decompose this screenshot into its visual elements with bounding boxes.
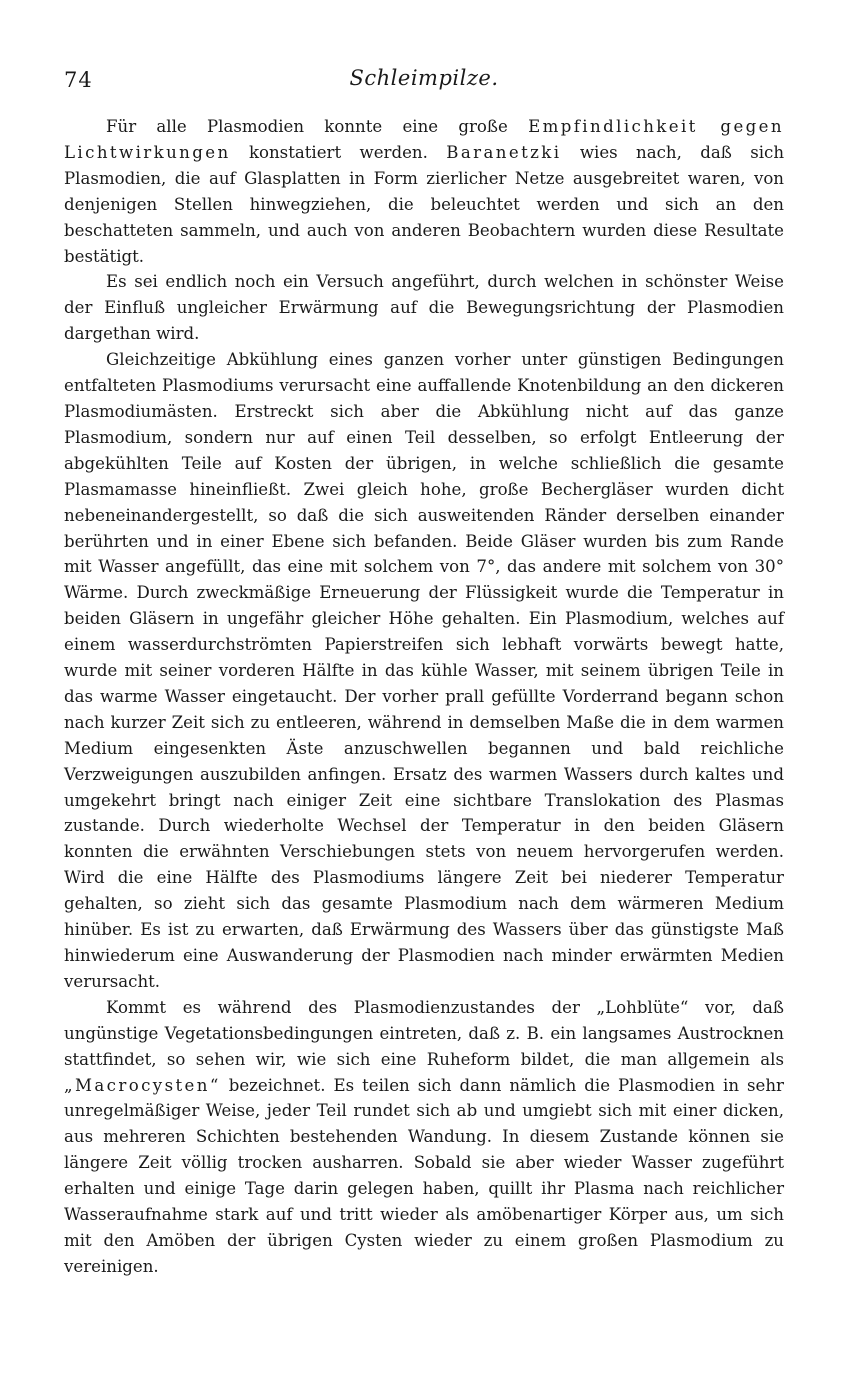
author-name-baranetzki: Baranetzki — [446, 142, 562, 162]
paragraph-text: Für alle Plasmodien konnte eine große — [106, 117, 529, 136]
paragraph-light-sensitivity — [64, 114, 784, 269]
paragraph-text: Kommt es während des Plasmodienzustandes der „Lohblüte“ vor, daß ungünstige Vegetationsbedingungen eintreten, daß z. B. ein langsames Austrocknen stattfindet, so sehen wir, wie sich eine Ruheform bildet, die man allgemein als — [64, 997, 784, 1069]
paragraph-text: bezeichnet. Es teilen sich dann nämlich die Plasmodien in sehr unregelmäßiger Weise, jeder Teil rundet sich ab und umgiebt sich mit einer dicken, aus mehreren Schichten bestehenden Wandung. In diesem Zustande können sie längere Zeit völlig trocken ausharren. Sobald sie aber wieder Wasser zugeführt erhalten und einige Tage darin gelegen haben, quillt ihr Plasma nach reichlicher Wasseraufnahme stark auf und tritt wieder als amöbenartiger Körper aus, um sich mit den Amöben der übrigen Cysten wieder zu einem großen Plasmodium zu vereinigen. — [64, 1075, 784, 1276]
page-number: 74 — [64, 68, 93, 92]
paragraph-text: konstatiert werden. — [230, 142, 447, 162]
paragraph-text: wies nach, daß sich Plasmodien, die auf Glasplatten in Form zierlicher Netze ausgebreitet waren, von denjenigen Stellen hinwegziehen, die beleuchtet werden und sich an den beschatteten sammeln, und auch von anderen Beobachtern wurden diese Resultate bestätigt. — [64, 142, 785, 266]
term-macrocysten: „Macrocysten“ — [64, 1075, 221, 1095]
running-title: Schleimpilze. — [349, 66, 499, 90]
paragraph-macrocysts — [64, 995, 784, 1280]
paragraph-experiment-intro: Es sei endlich noch ein Versuch angeführt, durch welchen in schönster Weise der Einfluß ungleicher Erwärmung auf die Bewegungsrichtung der Plasmodien dargethan wird. — [64, 272, 784, 344]
body-text — [64, 114, 784, 1280]
emphasis-licht: Empfindlichkeit gegen Lichtwirkungen — [64, 117, 784, 162]
paragraph-temperature-experiment: Gleichzeitige Abkühlung eines ganzen vorher unter günstigen Bedingungen entfalteten Plasmodiums verursacht eine auffallende Knotenbildung an den dickeren Plasmodiumästen. Erstreckt sich aber die Abkühlung nicht auf das ganze Plasmodium, sondern nur auf einen Teil desselben, so erfolgt Entleerung der abgekühlten Teile auf Kosten der übrigen, in welche schließlich die gesamte Plasmamasse hineinfließt. Zwei gleich hohe, große Bechergläser wurden dicht nebeneinandergestellt, so daß die sich ausweitenden Ränder derselben einander berührten und in einer Ebene sich befanden. Beide Gläser wurden bis zum Rande mit Wasser angefüllt, das eine mit solchem von 7°, das andere mit solchem von 30° Wärme. Durch zweckmäßige Erneuerung der Flüssigkeit wurde die Temperatur in beiden Gläsern in ungefähr gleicher Höhe gehalten. Ein Plasmodium, welches auf einem wasserdurchströmten Papierstreifen sich lebhaft vorwärts bewegt hatte, wurde mit seiner vorderen Hälfte in das kühle Wasser, mit seinem übrigen Teile in das warme Wasser eingetaucht. Der vorher prall gefüllte Vorderrand begann schon nach kurzer Zeit sich zu entleeren, während in demselben Maße die in dem warmen Medium eingesenkten Äste anzuschwellen begannen und bald reichliche Verzweigungen auszubilden anfingen. Ersatz des warmen Wassers durch kaltes und umgekehrt bringt nach einiger Zeit eine sichtbare Translokation des Plasmas zustande. Durch wiederholte Wechsel der Temperatur in den beiden Gläsern konnten die erwähnten Verschiebungen stets von neuem hervorgerufen werden. Wird die eine Hälfte des Plasmodiums längere Zeit bei niederer Temperatur gehalten, so zieht sich das gesamte Plasmodium nach dem wärmeren Medium hinüber. Es ist zu erwarten, daß Erwärmung des Wassers über das günstigste Maß hinwiederum eine Auswanderung der Plasmodien nach minder erwärmten Medien verursacht. — [64, 350, 784, 991]
page-header — [64, 62, 784, 96]
